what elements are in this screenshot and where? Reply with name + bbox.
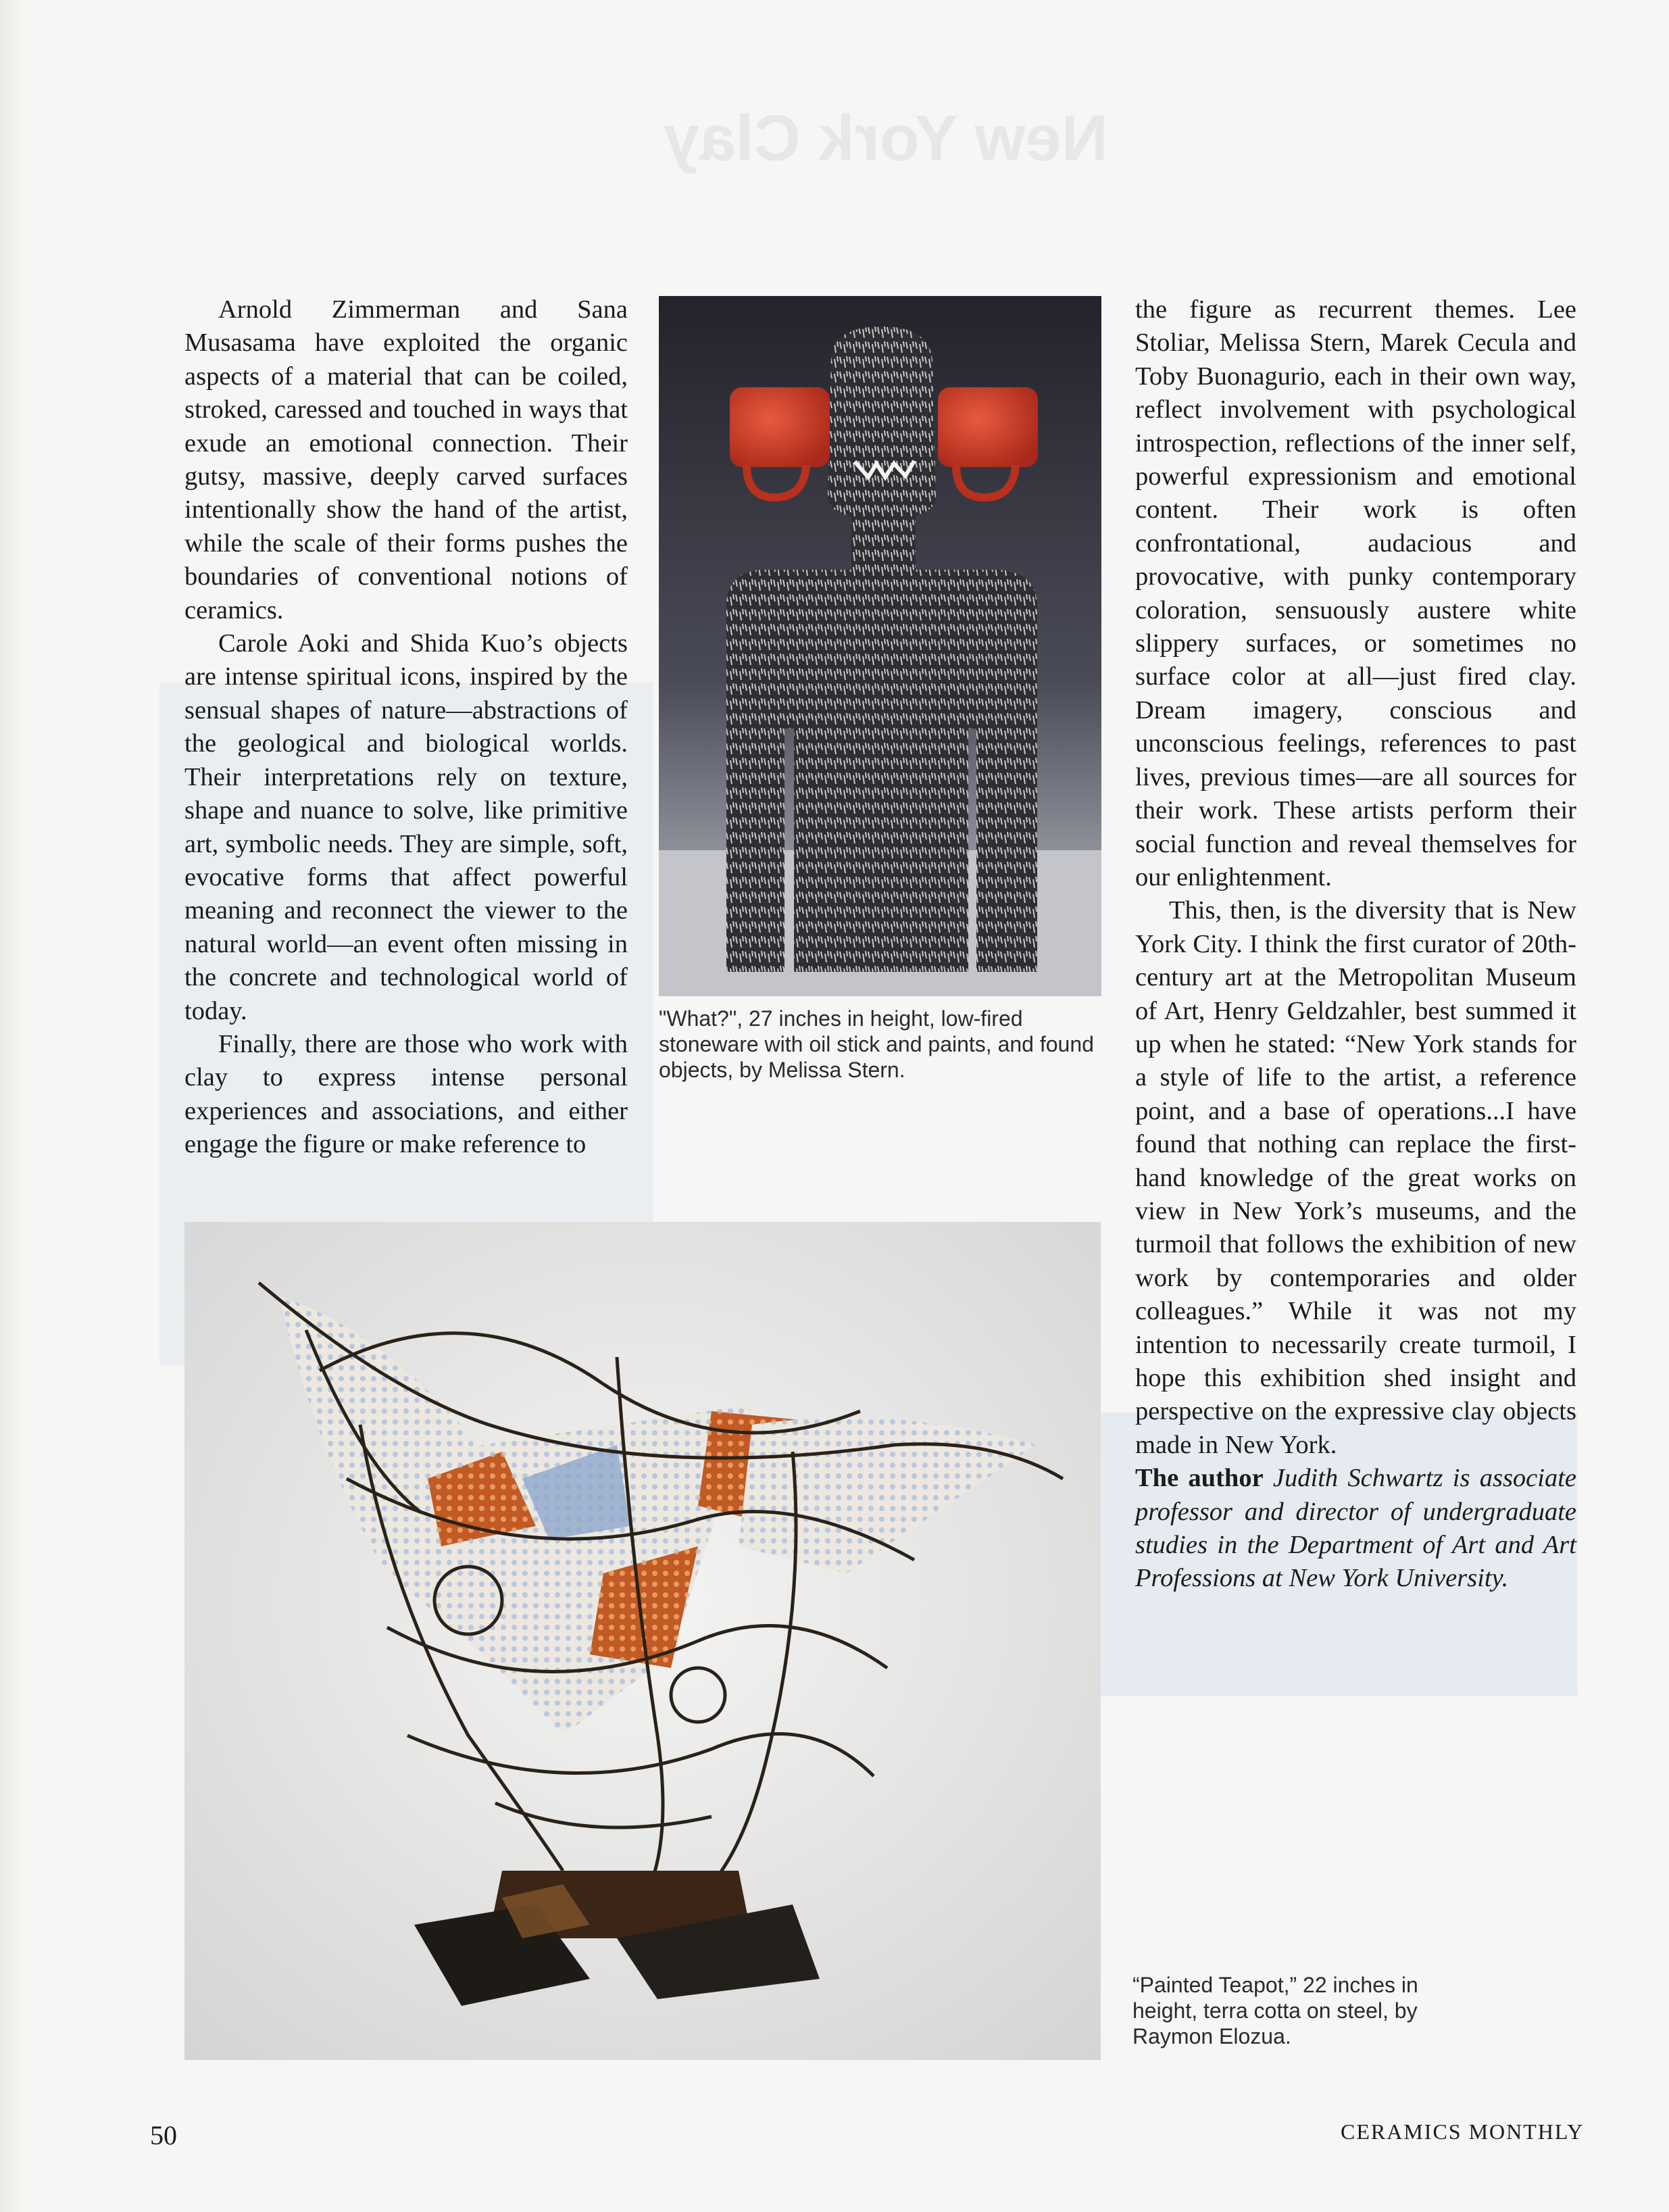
paragraph: Arnold Zimmerman and Sana Musasama have exploited the organic aspects of a material that can be coiled, stroked, caressed and touched in ways that exude an emotional connection. Their gutsy, massive, deeply carved surfaces intentionally show the hand of the artist, while the scale of their forms pushes the boundaries of conventional notions of ceramics. [184, 295, 628, 624]
photo-caption: “Painted Teapot,” 22 inches in height, terra cotta on steel, by Raymon Elozua. [1132, 1973, 1418, 2048]
author-bio: Judith Schwartz is associate professor and director of undergraduate studies in the Department of Art and Art Professions at New York University. [1135, 1464, 1577, 1593]
paragraph: Finally, there are those who work with clay to express intense personal experiences and associations, and either engage the figure or make reference to [184, 1029, 628, 1159]
author-note [1135, 1462, 1576, 1596]
left-text-column [184, 293, 628, 1162]
page-number: 50 [150, 2120, 177, 2150]
publication-name: CERAMICS MONTHLY [1341, 2119, 1585, 2144]
bleed-through-title: New York Clay [663, 102, 1108, 174]
paragraph: Carole Aoki and Shida Kuo’s objects are intense spiritual icons, inspired by the sensual shapes of nature—abstractions of the geological and biological worlds. Their interpretations rely on texture, shape and nuance to solve, like primitive art, symbolic needs. They are simple, soft, evocative forms that affect powerful meaning and reconnect the viewer to the natural world—an event often missing in the concrete and technological world of today. [184, 629, 628, 1025]
right-text-column [1135, 293, 1576, 1596]
page-edge [0, 0, 23, 2212]
paragraph: the figure as recurrent themes. Lee Stoliar, Melissa Stern, Marek Cecula and Toby Buonagurio, each in their own way, reflect involvement with psychological introspection, reflections of the inner self, powerful expressionism and emotional content. Their work is often confrontational, audacious and provocative, with punky contemporary coloration, sensuously austere white slippery surfaces, or sometimes no surface color at all—just fired clay. Dream imagery, conscious and unconscious feelings, references to past lives, previous times—are all sources for their work. These artists perform their social function and reveal themselves for our enlightenment. [1135, 295, 1576, 891]
sculpture-photo-painted-teapot [184, 1222, 1101, 2060]
author-label: The author [1135, 1464, 1264, 1493]
photo-caption: "What?", 27 inches in height, low-fired stoneware with oil stick and paints, and found objects, by Melissa Stern. [659, 1006, 1094, 1082]
sculpture-photo-what [659, 296, 1101, 996]
paragraph: This, then, is the diversity that is New York City. I think the first curator of 20th-century art at the Metropolitan Museum of Art, Henry Geldzahler, best summed it up when he stated: “New York stands for a style of life to the artist, a reference point, and a base of operations...I have found that nothing can replace the first-hand knowledge of the great works on view in New York’s museums, and the turmoil that follows the exhibition of new work by contemporaries and older colleagues.” While it was not my intention to necessarily create turmoil, I hope this exhibition shed insight and perspective on the expressive clay objects made in New York. [1135, 896, 1576, 1459]
